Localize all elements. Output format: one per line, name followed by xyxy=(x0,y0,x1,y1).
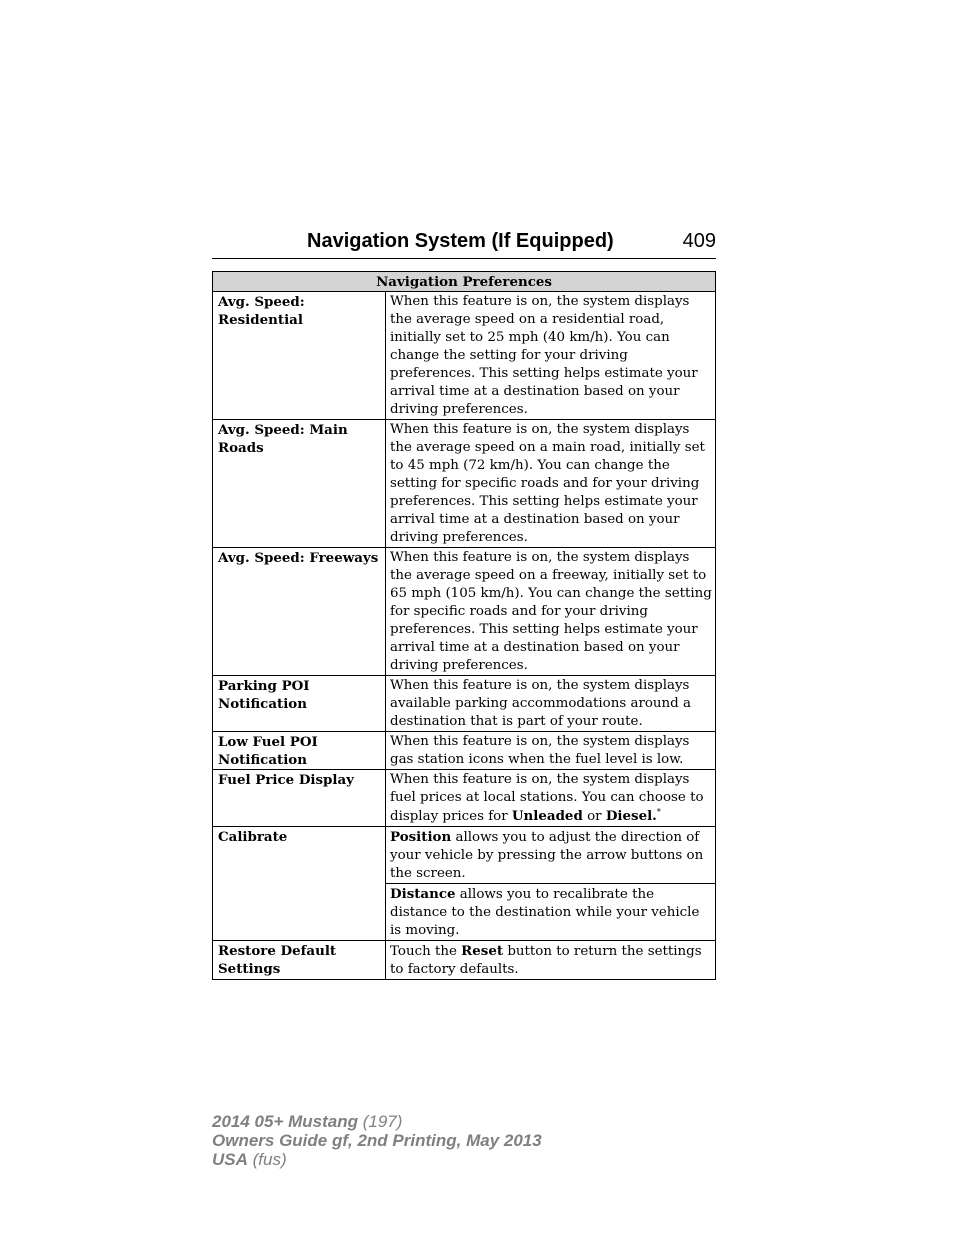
feature-description: When this feature is on, the system displays the average speed on a residential road, initially set to 25 mph (40 km/h). You can change the setting for your driving preferences. This setting helps estimate your arrival time at a destination based on your driving preferences. xyxy=(386,292,716,420)
page-footer xyxy=(212,1112,542,1169)
footer-code: (197) xyxy=(358,1112,403,1131)
table-row xyxy=(213,770,716,827)
table-title: Navigation Preferences xyxy=(213,272,716,292)
footer-guide: Owners Guide gf, 2nd Printing, May 2013 xyxy=(212,1131,542,1150)
option-unleaded: Unleaded xyxy=(511,808,583,824)
feature-name: Fuel Price Display xyxy=(213,770,386,827)
feature-name: Restore Default Settings xyxy=(213,941,386,980)
table-row xyxy=(213,292,716,420)
feature-description: When this feature is on, the system displays the average speed on a freeway, initially set to 65 mph (105 km/h). You can change the setting for specific roads and for your driving preferences. This setting helps estimate your arrival time at a destination based on your driving preferences. xyxy=(386,548,716,676)
feature-name: Avg. Speed: Main Roads xyxy=(213,420,386,548)
description-text: allows you to adjust the direction of your vehicle by pressing the arrow buttons on the screen. xyxy=(390,830,704,881)
feature-description: When this feature is on, the system displays available parking accommodations around a destination that is part of your route. xyxy=(386,676,716,732)
feature-name: Calibrate xyxy=(213,827,386,941)
footer-line xyxy=(212,1150,542,1169)
term-reset: Reset xyxy=(461,943,504,959)
table-row xyxy=(213,676,716,732)
feature-name: Avg. Speed: Residential xyxy=(213,292,386,420)
option-diesel: Diesel. xyxy=(605,808,657,824)
table-header-row xyxy=(213,272,716,292)
section-title: Navigation System (If Equipped) xyxy=(307,230,614,252)
feature-description: When this feature is on, the system displays gas station icons when the fuel level is low. xyxy=(386,732,716,770)
footer-market: USA xyxy=(212,1150,248,1169)
feature-name: Low Fuel POI Notification xyxy=(213,732,386,770)
description-text: Touch the xyxy=(390,944,462,959)
table-row xyxy=(213,548,716,676)
footer-market-code: (fus) xyxy=(247,1150,287,1169)
feature-description xyxy=(386,884,716,941)
page-header xyxy=(212,228,716,259)
table-row xyxy=(213,827,716,884)
term-distance: Distance xyxy=(390,886,456,902)
page-number: 409 xyxy=(682,230,716,252)
table-row xyxy=(213,732,716,770)
term-position: Position xyxy=(390,829,452,845)
feature-description: When this feature is on, the system displays the average speed on a main road, initially set to 45 mph (72 km/h). You can change the setting for specific roads and for your driving preferences. This setting helps estimate your arrival time at a destination based on your driving preferences. xyxy=(386,420,716,548)
description-text: When this feature is on, the system displays fuel prices at local stations. You can choose to display prices for xyxy=(390,772,704,824)
feature-name: Parking POI Notification xyxy=(213,676,386,732)
feature-description xyxy=(386,827,716,884)
footer-line xyxy=(212,1112,542,1131)
feature-description xyxy=(386,770,716,827)
table-row xyxy=(213,420,716,548)
table-row xyxy=(213,941,716,980)
description-text: button to return the settings to factory defaults. xyxy=(390,944,702,977)
feature-description xyxy=(386,941,716,980)
navigation-preferences-table xyxy=(212,271,716,980)
footnote-mark: * xyxy=(656,807,661,817)
description-text: allows you to recalibrate the distance to the destination while your vehicle is moving. xyxy=(390,887,700,938)
footer-model: 2014 05+ Mustang xyxy=(212,1112,358,1131)
description-text: or xyxy=(582,809,606,824)
feature-name: Avg. Speed: Freeways xyxy=(213,548,386,676)
